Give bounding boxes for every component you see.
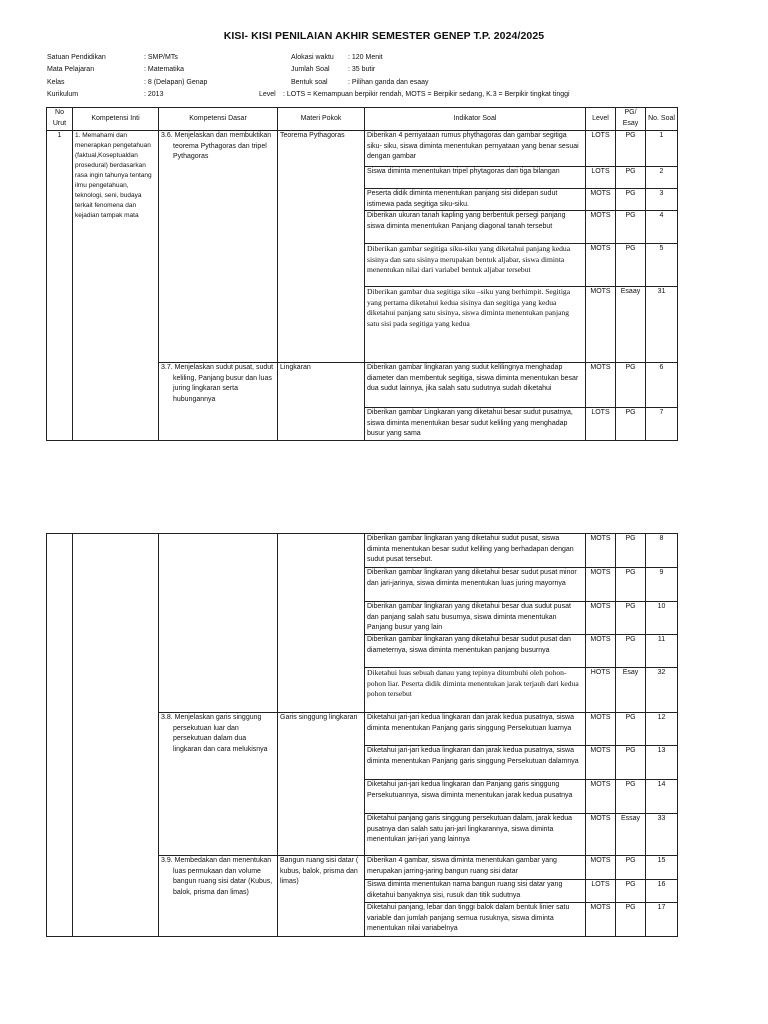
nosoal-cell: 31 <box>646 287 678 363</box>
pg-cell: Essay <box>616 814 646 856</box>
ki-number: 1 <box>47 131 73 441</box>
nosoal-cell: 11 <box>646 635 678 668</box>
pg-cell: PG <box>616 568 646 602</box>
indikator-cell: Peserta didik diminta menentukan panjang sisi didepan sudut istimewa pada segitiga siku-siku. <box>365 189 586 211</box>
pg-cell: PG <box>616 131 646 167</box>
nosoal-cell: 33 <box>646 814 678 856</box>
pg-cell: PG <box>616 713 646 746</box>
header-nosoal: No. Soal <box>646 108 678 131</box>
mapel-label: Mata Pelajaran <box>47 66 95 74</box>
pg-cell: Esaay <box>616 287 646 363</box>
level-cell: MOTS <box>586 635 616 668</box>
indikator-cell: Diberikan gambar segitiga siku-siku yang diketahui panjang kedua sisinya dan satu sisinya merupakan bentuk aljabar, siswa diminta menentukan nilai dari variabel bentuk aljabar tersebut <box>365 244 586 287</box>
indikator-cell: Diketahui luas sebuah danau yang tepinya ditumbuhi oleh pohon-pohon liar. Peserta didik diminta menentukan jarak terjauh dari kedua pohon tersebut <box>365 668 586 713</box>
level-cell: MOTS <box>586 568 616 602</box>
satuan-value: : SMP/MTs <box>144 54 178 61</box>
header-indikator: Indikator Soal <box>365 108 586 131</box>
alokasi-label: Alokasi waktu <box>291 54 334 61</box>
nosoal-cell: 14 <box>646 780 678 814</box>
materi-3-7: Lingkaran <box>278 363 365 441</box>
level-cell: LOTS <box>586 408 616 441</box>
level-cell: MOTS <box>586 602 616 635</box>
pg-cell: PG <box>616 408 646 441</box>
header-no: No Urut <box>47 108 73 131</box>
indikator-cell: Diberikan gambar lingkaran yang diketahui besar sudut pusat minor dan jari-jarinya, siswa diminta menentukan luas juring mayornya <box>365 568 586 602</box>
level-cell: MOTS <box>586 903 616 937</box>
nosoal-cell: 8 <box>646 534 678 568</box>
kisi-table-part-2 <box>46 533 678 937</box>
ki-text: 1. Memahami dan menerapkan pengetahuan (faktual,Koseptualdan prosedural) berdasarkan rasa ingin tahunya tentang ilmu pengetahuan, teknologi, seni, budaya terkait fenomena dan kejadian tampak mata <box>73 131 159 441</box>
kisi-table-part-1 <box>46 107 678 441</box>
nosoal-cell: 17 <box>646 903 678 937</box>
pg-cell: PG <box>616 903 646 937</box>
nosoal-cell: 6 <box>646 363 678 408</box>
level-cell: MOTS <box>586 287 616 363</box>
level-label: Level <box>259 90 276 98</box>
ki-continued <box>73 534 159 937</box>
alokasi-value: : 120 Menit <box>348 54 383 61</box>
pg-cell: PG <box>616 534 646 568</box>
pg-cell: PG <box>616 602 646 635</box>
nosoal-cell: 3 <box>646 189 678 211</box>
table-row <box>47 131 678 167</box>
indikator-cell: Diberikan ukuran tanah kapling yang berbentuk persegi panjang siswa diminta menentukan Panjang diagonal tanah tersebut <box>365 211 586 244</box>
nosoal-cell: 16 <box>646 880 678 903</box>
nosoal-cell: 12 <box>646 713 678 746</box>
header-materi: Materi Pokok <box>278 108 365 131</box>
nosoal-cell: 4 <box>646 211 678 244</box>
mapel-value: : Matematika <box>144 66 185 74</box>
bentuk-label: Bentuk soal <box>291 78 328 86</box>
kd-3-9: 3.9. Membedakan dan menentukan luas permukaan dan volume bangun ruang sisi datar (Kubus, balok, prisma dan limas) <box>159 856 278 937</box>
indikator-cell: Diketahui jari-jari kedua lingkaran dan jarak kedua pusatnya, siswa diminta menentukan Panjang garis singgung Persekutuan dalamnya <box>365 746 586 780</box>
header-level: Level <box>586 108 616 131</box>
pg-cell: Esay <box>616 668 646 713</box>
level-cell: MOTS <box>586 363 616 408</box>
indikator-cell: Diberikan 4 gambar, siswa diminta menentukan gambar yang merupakan jarring-jaring bangun ruang sisi datar <box>365 856 586 880</box>
level-cell: MOTS <box>586 814 616 856</box>
level-cell: HOTS <box>586 668 616 713</box>
level-cell: MOTS <box>586 780 616 814</box>
meta-row-1 <box>47 52 737 64</box>
table-row <box>47 534 678 568</box>
pg-cell: PG <box>616 746 646 780</box>
nosoal-cell: 13 <box>646 746 678 780</box>
nosoal-cell: 1 <box>646 131 678 167</box>
nosoal-cell: 5 <box>646 244 678 287</box>
materi-3-9: Bangun ruang sisi datar ( kubus, balok, prisma dan limas) <box>278 856 365 937</box>
kelas-value: : 8 (Delapan) Genap <box>144 78 208 86</box>
kelas-label: Kelas <box>47 78 65 86</box>
jumlah-value: : 35 butir <box>348 66 376 74</box>
nosoal-cell: 32 <box>646 668 678 713</box>
materi-3-6: Teorema Pythagoras <box>278 131 365 363</box>
bentuk-value: : Pilihan ganda dan esaay <box>348 78 429 86</box>
level-cell: MOTS <box>586 534 616 568</box>
satuan-label: Satuan Pendidikan <box>47 54 106 61</box>
document-meta <box>47 52 737 101</box>
indikator-cell: Diberikan gambar lingkaran yang diketahui besar dua sudut pusat dan panjang salah satu busurnya, siswa diminta menentukan Panjang busur yang lain <box>365 602 586 635</box>
level-cell: LOTS <box>586 131 616 167</box>
materi-continued <box>278 534 365 713</box>
header-kd: Kompetensi Dasar <box>159 108 278 131</box>
pg-cell: PG <box>616 780 646 814</box>
kd-3-7: 3.7. Menjelaskan sudut pusat, sudut keliling, Panjang busur dan luas juring lingkaran serta hubungannya <box>159 363 278 441</box>
meta-row-3 <box>47 77 737 89</box>
pg-cell: PG <box>616 167 646 189</box>
materi-3-8: Garis singgung lingkaran <box>278 713 365 856</box>
table-header <box>47 108 678 131</box>
kd-continued <box>159 534 278 713</box>
pg-cell: PG <box>616 189 646 211</box>
indikator-cell: Diketahui panjang, lebar dan tinggi balok dalam bentuk linier satu variable dan jumlah panjang semua rusuknya, siswa diminta menentukan nilai variabelnya <box>365 903 586 937</box>
level-cell: MOTS <box>586 244 616 287</box>
level-cell: MOTS <box>586 746 616 780</box>
indikator-cell: Diberikan 4 pernyataan rumus phythagoras dan gambar segitiga siku- siku, siswa diminta menentukan pernyataan yang benar sesuai dengan gambar <box>365 131 586 167</box>
pg-cell: PG <box>616 244 646 287</box>
kurikulum-label: Kurikulum <box>47 90 79 98</box>
nosoal-cell: 15 <box>646 856 678 880</box>
meta-row-2 <box>47 64 737 76</box>
pg-cell: PG <box>616 880 646 903</box>
indikator-cell: Diberikan gambar lingkaran yang diketahui sudut pusat, siswa diminta menentukan besar sudut keliling yang berhadapan dengan sudut pusat tersebut. <box>365 534 586 568</box>
level-cell: MOTS <box>586 189 616 211</box>
indikator-cell: Diberikan gambar lingkaran yang diketahui besar sudut pusat dan diameternya, siswa diminta menentukan panjang busurnya <box>365 635 586 668</box>
indikator-cell: Diketahui jari-jari kedua lingkaran dan jarak kedua pusatnya, siswa diminta menentukan Panjang garis singgung Persekutuan luarnya <box>365 713 586 746</box>
kd-3-8: 3.8. Menjelaskan garis singgung persekutuan luar dan persekutuan dalam dua lingkaran dan cara melukisnya <box>159 713 278 856</box>
pg-cell: PG <box>616 635 646 668</box>
no-continued <box>47 534 73 937</box>
level-value: : LOTS = Kemampuan berpikir rendah, MOTS = Berpikir sedang, K.3 = Berpikir tingkat tinggi <box>283 90 570 98</box>
indikator-cell: Diberikan gambar lingkaran yang sudut kelilingnya menghadap diameter dan membentuk segitiga, siswa diminta menentukan besar dua sudut lainnya, jika salah satu sudutnya sudah diketahui <box>365 363 586 408</box>
indikator-cell: Diberikan gambar dua segitiga siku –siku yang berhimpit. Segitiga yang pertama diketahui kedua sisinya dan segitiga yang kedua diketahui panjang satu sisinya, siswa diminta menentukan panjang satu sisi pada segitiga yang kedua <box>365 287 586 363</box>
nosoal-cell: 2 <box>646 167 678 189</box>
level-cell: LOTS <box>586 880 616 903</box>
document-title: KISI- KISI PENILAIAN AKHIR SEMESTER GENEP T.P. 2024/2025 <box>223 30 545 42</box>
level-cell: LOTS <box>586 167 616 189</box>
kd-3-6: 3.6. Menjelaskan dan membuktikan teorema Pythagoras dan tripel Pythagoras <box>159 131 278 363</box>
meta-row-4 <box>47 89 737 101</box>
indikator-cell: Siswa diminta menentukan tripel phytagoras dari tiga bilangan <box>365 167 586 189</box>
pg-cell: PG <box>616 363 646 408</box>
kurikulum-value: : 2013 <box>144 90 164 98</box>
indikator-cell: Diberikan gambar Lingkaran yang diketahui besar sudut pusatnya, siswa diminta menentukan besar sudut keliling yang menghadap busur yang sama <box>365 408 586 441</box>
indikator-cell: Siswa diminta menentukan nama bangun ruang sisi datar yang diketahui banyaknya sisi, rusuk dan titik sudutnya <box>365 880 586 903</box>
jumlah-label: Jumlah Soal <box>291 66 330 74</box>
header-ki: Kompetensi Inti <box>73 108 159 131</box>
level-cell: MOTS <box>586 856 616 880</box>
nosoal-cell: 9 <box>646 568 678 602</box>
nosoal-cell: 7 <box>646 408 678 441</box>
level-cell: MOTS <box>586 211 616 244</box>
level-cell: MOTS <box>586 713 616 746</box>
pg-cell: PG <box>616 211 646 244</box>
header-pg: PG/ Esay <box>616 108 646 131</box>
nosoal-cell: 10 <box>646 602 678 635</box>
pg-cell: PG <box>616 856 646 880</box>
indikator-cell: Diketahui panjang garis singgung persekutuan dalam, jarak kedua pusatnya dan salah satu jari-jari lingkarannya, siswa diminta menentukan jari-jari yang lainnya <box>365 814 586 856</box>
indikator-cell: Diketahui jari-jari kedua lingkaran dan Panjang garis singgung Persekutuannya, siswa diminta menentukan jarak kedua pusatnya <box>365 780 586 814</box>
